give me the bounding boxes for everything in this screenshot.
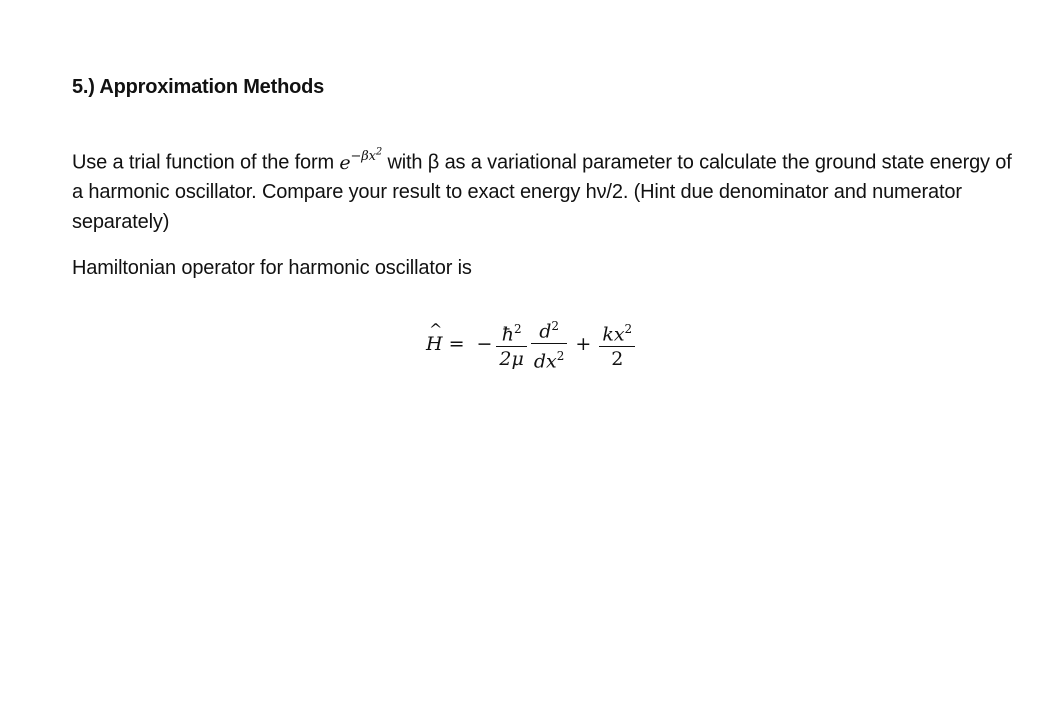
statement-part2: with β as a variational parameter to calculate the ground state energy of a harmonic oscillator. Compare your result to exact energy hν/2. (Hint due denominator and numerator separately) <box>72 151 1012 233</box>
trial-function <box>339 147 383 174</box>
problem-statement <box>72 139 1022 237</box>
statement-part1: Use a trial function of the form <box>72 151 340 174</box>
exponent-power: 2 <box>375 147 383 158</box>
fraction-numerator: $ħ^2$ <box>501 321 522 345</box>
problem-heading: 5.) Approximation Methods <box>72 76 325 98</box>
fraction-hbar-over-2mu <box>496 317 526 371</box>
hamiltonian-intro: Hamiltonian operator for harmonic oscillator is <box>72 257 472 279</box>
equals-sign: = <box>448 332 465 355</box>
fraction-denominator: $dx^2$ <box>533 349 565 373</box>
fraction-denominator: 2μ <box>499 347 524 370</box>
trial-function-exponent: −βx2 <box>350 147 383 165</box>
minus-sign: − <box>476 332 493 355</box>
fraction-d2-over-dx2 <box>531 314 568 374</box>
fraction-numerator: $d^2$ <box>539 319 560 343</box>
trial-function-base: e <box>339 151 351 174</box>
hamiltonian-symbol: ^ H <box>426 333 443 355</box>
fraction-numerator: $kx^2$ <box>602 321 633 345</box>
fraction-kx2-over-2 <box>599 317 635 371</box>
plus-sign: + <box>575 332 592 355</box>
hamiltonian-equation <box>426 314 637 374</box>
fraction-denominator: 2 <box>611 347 624 370</box>
